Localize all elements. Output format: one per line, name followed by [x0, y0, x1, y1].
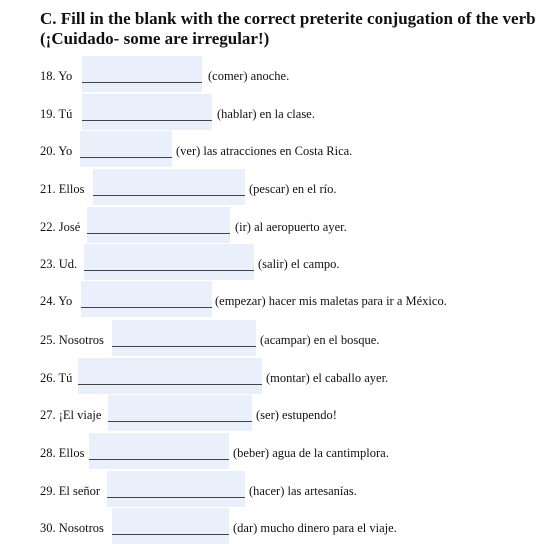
item-prompt: 20. Yo: [40, 144, 73, 158]
item-prompt: 18. Yo: [40, 69, 73, 83]
exercise-item-27: [40, 395, 550, 431]
item-prompt: 30. Nosotros: [40, 521, 104, 535]
item-rest: (ver) las atracciones en Costa Rica.: [176, 144, 353, 158]
item-rest: (comer) anoche.: [208, 69, 290, 83]
blank-line: [112, 534, 229, 535]
instructions-line-1: C. Fill in the blank with the correct preterite conjugation of the verb: [40, 9, 536, 28]
blank-line: [93, 195, 245, 196]
blank-line: [84, 270, 254, 271]
blank-line: [82, 82, 202, 83]
blank-line: [89, 459, 229, 460]
item-rest: (empezar) hacer mis maletas para ir a México.: [215, 294, 447, 308]
blank-line: [82, 120, 212, 121]
item-rest: (salir) el campo.: [258, 257, 340, 271]
answer-field-26[interactable]: [78, 358, 262, 394]
instructions-line-2: (¡Cuidado- some are irregular!): [40, 29, 270, 48]
exercise-item-18: [40, 56, 550, 92]
instructions-heading: [40, 9, 545, 49]
item-rest: (acampar) en el bosque.: [260, 333, 380, 347]
answer-field-23[interactable]: [84, 244, 254, 280]
answer-field-30[interactable]: [112, 508, 229, 544]
exercise-item-26: [40, 358, 550, 394]
answer-field-21[interactable]: [93, 169, 245, 205]
item-prompt: 25. Nosotros: [40, 333, 104, 347]
answer-field-28[interactable]: [89, 433, 229, 469]
item-rest: (ir) al aeropuerto ayer.: [235, 220, 347, 234]
item-rest: (beber) agua de la cantimplora.: [233, 446, 389, 460]
answer-field-29[interactable]: [107, 471, 245, 507]
answer-field-20[interactable]: [80, 131, 172, 167]
exercise-item-19: [40, 94, 550, 130]
blank-line: [81, 307, 212, 308]
item-prompt: 24. Yo: [40, 294, 73, 308]
blank-line: [87, 233, 230, 234]
blank-line: [78, 384, 262, 385]
exercise-item-24: [40, 281, 550, 317]
answer-field-18[interactable]: [82, 56, 202, 92]
item-rest: (hacer) las artesanías.: [249, 484, 357, 498]
item-rest: (montar) el caballo ayer.: [266, 371, 389, 385]
item-prompt: 19. Tú: [40, 107, 73, 121]
exercise-item-20: [40, 131, 550, 167]
item-rest: (pescar) en el río.: [249, 182, 337, 196]
item-prompt: 22. José: [40, 220, 81, 234]
exercise-item-21: [40, 169, 550, 205]
answer-field-27[interactable]: [108, 395, 252, 431]
exercise-item-28: [40, 433, 550, 469]
exercise-item-25: [40, 320, 550, 356]
exercise-item-23: [40, 244, 550, 280]
item-prompt: 28. Ellos: [40, 446, 85, 460]
item-prompt: 21. Ellos: [40, 182, 85, 196]
item-prompt: 26. Tú: [40, 371, 73, 385]
exercise-item-30: [40, 508, 550, 544]
blank-line: [112, 346, 256, 347]
exercise-item-22: [40, 207, 550, 243]
answer-field-25[interactable]: [112, 320, 256, 356]
item-prompt: 23. Ud.: [40, 257, 78, 271]
item-prompt: 29. El señor: [40, 484, 101, 498]
answer-field-24[interactable]: [81, 281, 212, 317]
blank-line: [107, 497, 245, 498]
item-prompt: 27. ¡El viaje: [40, 408, 102, 422]
item-rest: (dar) mucho dinero para el viaje.: [233, 521, 397, 535]
item-rest: (hablar) en la clase.: [217, 107, 315, 121]
item-rest: (ser) estupendo!: [256, 408, 337, 422]
blank-line: [108, 421, 252, 422]
blank-line: [80, 157, 172, 158]
answer-field-19[interactable]: [82, 94, 212, 130]
answer-field-22[interactable]: [87, 207, 230, 243]
exercise-item-29: [40, 471, 550, 507]
